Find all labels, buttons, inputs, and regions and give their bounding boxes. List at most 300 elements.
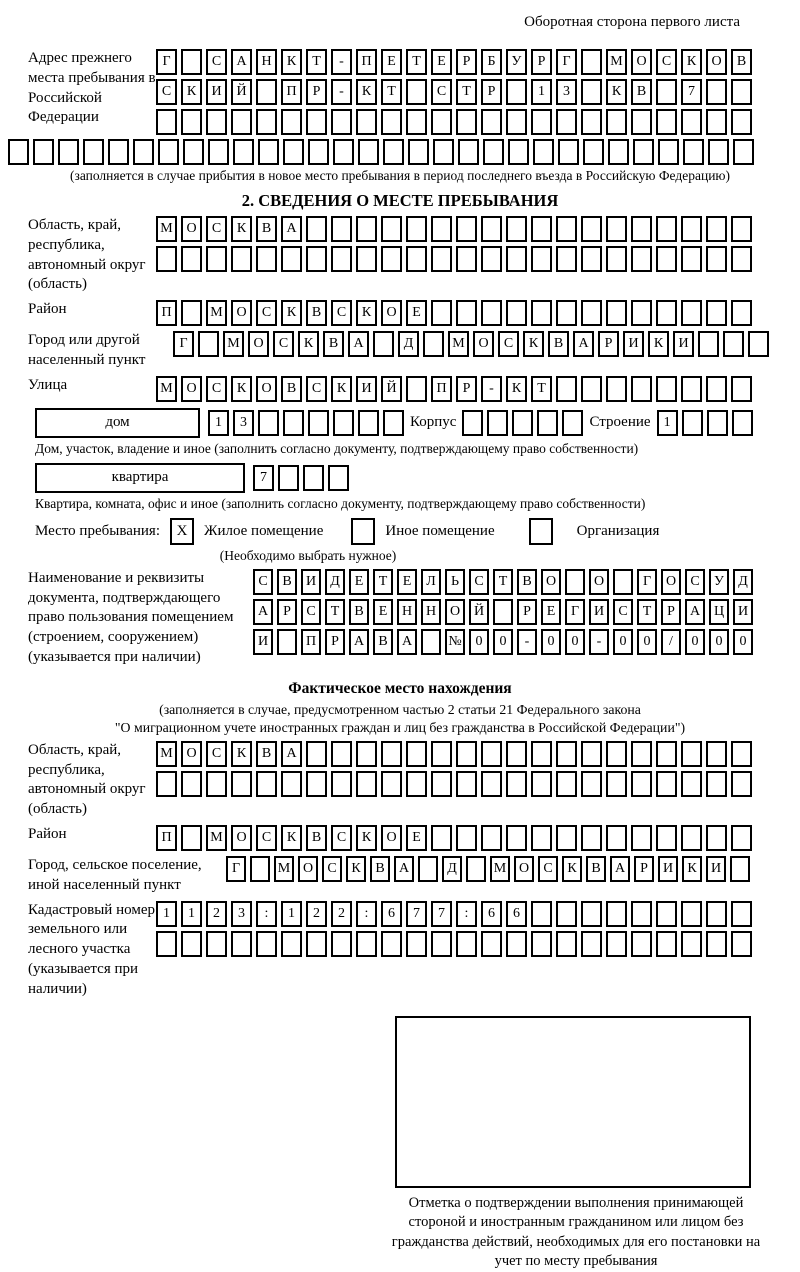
char-cell[interactable]: Р [456, 376, 477, 402]
char-cell[interactable]: - [481, 376, 502, 402]
char-cell[interactable] [706, 300, 727, 326]
char-cell[interactable] [606, 771, 627, 797]
inoe-checkbox[interactable] [351, 518, 375, 545]
char-cell[interactable] [481, 216, 502, 242]
char-cell[interactable] [181, 931, 202, 957]
char-cell[interactable] [531, 771, 552, 797]
char-cell[interactable] [506, 931, 527, 957]
char-cell[interactable]: Р [531, 49, 552, 75]
char-cell[interactable] [331, 741, 352, 767]
char-cell[interactable] [181, 246, 202, 272]
char-cell[interactable] [462, 410, 483, 436]
char-cell[interactable] [706, 771, 727, 797]
char-cell[interactable] [731, 741, 752, 767]
char-cell[interactable]: В [256, 216, 277, 242]
char-cell[interactable] [556, 376, 577, 402]
char-cell[interactable]: 7 [253, 465, 274, 491]
char-cell[interactable]: В [306, 300, 327, 326]
char-cell[interactable]: Т [406, 49, 427, 75]
char-cell[interactable] [512, 410, 533, 436]
char-cell[interactable]: Е [406, 825, 427, 851]
char-cell[interactable]: И [733, 599, 753, 625]
char-cell[interactable] [506, 741, 527, 767]
char-cell[interactable] [278, 465, 299, 491]
char-cell[interactable] [656, 825, 677, 851]
char-cell[interactable] [608, 139, 629, 165]
char-cell[interactable] [556, 771, 577, 797]
char-cell[interactable]: А [281, 216, 302, 242]
char-cell[interactable]: 3 [556, 79, 577, 105]
char-cell[interactable]: А [349, 629, 369, 655]
char-cell[interactable] [406, 216, 427, 242]
char-cell[interactable] [533, 139, 554, 165]
char-cell[interactable]: К [523, 331, 544, 357]
char-cell[interactable]: С [206, 741, 227, 767]
char-cell[interactable] [493, 599, 513, 625]
char-cell[interactable]: О [706, 49, 727, 75]
char-cell[interactable] [481, 300, 502, 326]
char-cell[interactable]: О [381, 825, 402, 851]
char-cell[interactable] [681, 216, 702, 242]
char-cell[interactable] [708, 139, 729, 165]
char-cell[interactable] [723, 331, 744, 357]
char-cell[interactable]: О [445, 599, 465, 625]
char-cell[interactable] [181, 825, 202, 851]
char-cell[interactable]: 0 [541, 629, 561, 655]
char-cell[interactable]: Е [431, 49, 452, 75]
char-cell[interactable]: 0 [613, 629, 633, 655]
char-cell[interactable]: Е [406, 300, 427, 326]
char-cell[interactable] [406, 79, 427, 105]
char-cell[interactable] [565, 569, 585, 595]
char-cell[interactable]: К [356, 825, 377, 851]
char-cell[interactable] [306, 246, 327, 272]
char-cell[interactable]: Г [226, 856, 246, 882]
char-cell[interactable]: - [517, 629, 537, 655]
char-cell[interactable]: К [681, 49, 702, 75]
char-cell[interactable]: П [156, 300, 177, 326]
char-cell[interactable]: Р [456, 49, 477, 75]
char-cell[interactable] [431, 216, 452, 242]
char-cell[interactable]: Е [381, 49, 402, 75]
char-cell[interactable] [606, 246, 627, 272]
char-cell[interactable] [456, 109, 477, 135]
char-cell[interactable] [308, 410, 329, 436]
char-cell[interactable] [258, 139, 279, 165]
char-cell[interactable] [631, 931, 652, 957]
char-cell[interactable] [8, 139, 29, 165]
char-cell[interactable]: С [206, 49, 227, 75]
char-cell[interactable]: О [231, 825, 252, 851]
char-cell[interactable]: С [273, 331, 294, 357]
char-cell[interactable] [656, 79, 677, 105]
char-cell[interactable]: Б [481, 49, 502, 75]
char-cell[interactable] [331, 931, 352, 957]
char-cell[interactable]: Г [173, 331, 194, 357]
char-cell[interactable] [581, 376, 602, 402]
char-cell[interactable] [206, 931, 227, 957]
char-cell[interactable]: О [231, 300, 252, 326]
char-cell[interactable]: С [301, 599, 321, 625]
char-cell[interactable]: Н [256, 49, 277, 75]
char-cell[interactable]: А [573, 331, 594, 357]
char-cell[interactable]: Е [373, 599, 393, 625]
char-cell[interactable] [656, 376, 677, 402]
char-cell[interactable] [406, 109, 427, 135]
char-cell[interactable]: Ь [445, 569, 465, 595]
char-cell[interactable]: П [156, 825, 177, 851]
char-cell[interactable]: Т [325, 599, 345, 625]
char-cell[interactable]: Т [373, 569, 393, 595]
char-cell[interactable]: А [394, 856, 414, 882]
char-cell[interactable] [506, 246, 527, 272]
char-cell[interactable]: О [181, 376, 202, 402]
char-cell[interactable]: Н [397, 599, 417, 625]
char-cell[interactable]: 3 [231, 901, 252, 927]
char-cell[interactable] [556, 246, 577, 272]
char-cell[interactable]: В [370, 856, 390, 882]
char-cell[interactable] [308, 139, 329, 165]
char-cell[interactable]: Р [306, 79, 327, 105]
char-cell[interactable] [731, 901, 752, 927]
char-cell[interactable] [706, 79, 727, 105]
char-cell[interactable]: - [589, 629, 609, 655]
char-cell[interactable]: В [631, 79, 652, 105]
char-cell[interactable] [458, 139, 479, 165]
char-cell[interactable] [483, 139, 504, 165]
char-cell[interactable] [328, 465, 349, 491]
char-cell[interactable]: 7 [406, 901, 427, 927]
char-cell[interactable]: О [181, 216, 202, 242]
char-cell[interactable] [606, 300, 627, 326]
char-cell[interactable]: С [331, 300, 352, 326]
char-cell[interactable] [748, 331, 769, 357]
char-cell[interactable]: Д [733, 569, 753, 595]
char-cell[interactable] [306, 931, 327, 957]
char-cell[interactable] [421, 629, 441, 655]
char-cell[interactable]: А [397, 629, 417, 655]
char-cell[interactable]: К [346, 856, 366, 882]
char-cell[interactable] [406, 931, 427, 957]
char-cell[interactable] [406, 771, 427, 797]
char-cell[interactable] [423, 331, 444, 357]
char-cell[interactable] [277, 629, 297, 655]
char-cell[interactable] [431, 300, 452, 326]
char-cell[interactable] [606, 741, 627, 767]
char-cell[interactable] [556, 741, 577, 767]
char-cell[interactable] [631, 741, 652, 767]
char-cell[interactable]: 0 [733, 629, 753, 655]
char-cell[interactable] [581, 931, 602, 957]
char-cell[interactable] [283, 139, 304, 165]
char-cell[interactable] [431, 246, 452, 272]
char-cell[interactable] [658, 139, 679, 165]
char-cell[interactable] [506, 825, 527, 851]
char-cell[interactable] [706, 825, 727, 851]
char-cell[interactable]: Г [556, 49, 577, 75]
char-cell[interactable] [506, 771, 527, 797]
char-cell[interactable]: - [331, 49, 352, 75]
char-cell[interactable]: М [448, 331, 469, 357]
char-cell[interactable]: № [445, 629, 465, 655]
char-cell[interactable] [303, 465, 324, 491]
char-cell[interactable]: И [253, 629, 273, 655]
char-cell[interactable] [356, 216, 377, 242]
char-cell[interactable] [181, 771, 202, 797]
char-cell[interactable]: О [256, 376, 277, 402]
char-cell[interactable] [656, 300, 677, 326]
char-cell[interactable] [506, 300, 527, 326]
char-cell[interactable] [706, 901, 727, 927]
char-cell[interactable] [682, 410, 703, 436]
char-cell[interactable] [431, 741, 452, 767]
char-cell[interactable] [283, 410, 304, 436]
char-cell[interactable]: А [231, 49, 252, 75]
char-cell[interactable]: А [281, 741, 302, 767]
char-cell[interactable] [731, 376, 752, 402]
char-cell[interactable]: О [514, 856, 534, 882]
char-cell[interactable]: К [356, 79, 377, 105]
char-cell[interactable] [631, 825, 652, 851]
char-cell[interactable]: : [356, 901, 377, 927]
char-cell[interactable]: У [709, 569, 729, 595]
char-cell[interactable] [356, 246, 377, 272]
char-cell[interactable]: 1 [181, 901, 202, 927]
char-cell[interactable]: 3 [233, 410, 254, 436]
char-cell[interactable]: К [231, 741, 252, 767]
char-cell[interactable] [656, 741, 677, 767]
char-cell[interactable]: П [281, 79, 302, 105]
char-cell[interactable]: В [548, 331, 569, 357]
char-cell[interactable] [707, 410, 728, 436]
char-cell[interactable] [613, 569, 633, 595]
char-cell[interactable] [431, 771, 452, 797]
char-cell[interactable]: Е [397, 569, 417, 595]
char-cell[interactable]: - [331, 79, 352, 105]
char-cell[interactable]: К [231, 216, 252, 242]
char-cell[interactable] [381, 216, 402, 242]
char-cell[interactable]: И [589, 599, 609, 625]
char-cell[interactable]: М [274, 856, 294, 882]
char-cell[interactable]: 0 [685, 629, 705, 655]
char-cell[interactable] [487, 410, 508, 436]
char-cell[interactable] [381, 741, 402, 767]
char-cell[interactable]: 2 [306, 901, 327, 927]
char-cell[interactable] [681, 901, 702, 927]
char-cell[interactable] [381, 109, 402, 135]
char-cell[interactable]: 0 [637, 629, 657, 655]
char-cell[interactable] [731, 771, 752, 797]
char-cell[interactable]: К [281, 49, 302, 75]
char-cell[interactable]: Г [565, 599, 585, 625]
char-cell[interactable] [631, 901, 652, 927]
char-cell[interactable]: Р [517, 599, 537, 625]
char-cell[interactable]: О [473, 331, 494, 357]
char-cell[interactable]: К [331, 376, 352, 402]
char-cell[interactable]: 0 [565, 629, 585, 655]
char-cell[interactable] [381, 771, 402, 797]
char-cell[interactable] [681, 300, 702, 326]
char-cell[interactable] [156, 931, 177, 957]
char-cell[interactable] [183, 139, 204, 165]
char-cell[interactable] [583, 139, 604, 165]
char-cell[interactable]: Л [421, 569, 441, 595]
char-cell[interactable]: Г [637, 569, 657, 595]
char-cell[interactable]: И [623, 331, 644, 357]
char-cell[interactable]: П [356, 49, 377, 75]
char-cell[interactable]: И [206, 79, 227, 105]
char-cell[interactable] [156, 246, 177, 272]
char-cell[interactable] [558, 139, 579, 165]
char-cell[interactable] [256, 109, 277, 135]
char-cell[interactable] [231, 771, 252, 797]
char-cell[interactable] [631, 216, 652, 242]
char-cell[interactable] [506, 109, 527, 135]
char-cell[interactable] [706, 246, 727, 272]
char-cell[interactable] [481, 246, 502, 272]
char-cell[interactable]: С [431, 79, 452, 105]
char-cell[interactable]: М [223, 331, 244, 357]
char-cell[interactable] [356, 931, 377, 957]
char-cell[interactable] [156, 109, 177, 135]
char-cell[interactable] [333, 410, 354, 436]
char-cell[interactable]: Н [421, 599, 441, 625]
char-cell[interactable] [181, 49, 202, 75]
char-cell[interactable] [581, 300, 602, 326]
char-cell[interactable]: В [281, 376, 302, 402]
zhiloe-checkbox[interactable]: X [170, 518, 194, 545]
char-cell[interactable]: К [281, 825, 302, 851]
char-cell[interactable]: 7 [431, 901, 452, 927]
char-cell[interactable] [383, 139, 404, 165]
char-cell[interactable] [33, 139, 54, 165]
char-cell[interactable]: К [606, 79, 627, 105]
char-cell[interactable] [681, 109, 702, 135]
char-cell[interactable] [581, 246, 602, 272]
char-cell[interactable] [698, 331, 719, 357]
char-cell[interactable] [206, 109, 227, 135]
char-cell[interactable]: С [156, 79, 177, 105]
char-cell[interactable] [681, 376, 702, 402]
char-cell[interactable] [631, 300, 652, 326]
char-cell[interactable] [531, 741, 552, 767]
char-cell[interactable]: А [253, 599, 273, 625]
char-cell[interactable] [631, 246, 652, 272]
char-cell[interactable]: И [301, 569, 321, 595]
char-cell[interactable] [706, 216, 727, 242]
char-cell[interactable]: В [586, 856, 606, 882]
char-cell[interactable] [706, 741, 727, 767]
char-cell[interactable] [306, 771, 327, 797]
char-cell[interactable] [431, 109, 452, 135]
char-cell[interactable] [606, 901, 627, 927]
char-cell[interactable]: С [331, 825, 352, 851]
char-cell[interactable]: : [456, 901, 477, 927]
char-cell[interactable]: 0 [493, 629, 513, 655]
char-cell[interactable]: К [648, 331, 669, 357]
char-cell[interactable]: Р [277, 599, 297, 625]
char-cell[interactable]: С [498, 331, 519, 357]
char-cell[interactable]: О [541, 569, 561, 595]
char-cell[interactable] [58, 139, 79, 165]
char-cell[interactable] [281, 246, 302, 272]
char-cell[interactable] [281, 771, 302, 797]
char-cell[interactable] [633, 139, 654, 165]
char-cell[interactable] [581, 109, 602, 135]
char-cell[interactable] [198, 331, 219, 357]
char-cell[interactable] [250, 856, 270, 882]
char-cell[interactable] [356, 741, 377, 767]
char-cell[interactable] [531, 300, 552, 326]
char-cell[interactable] [181, 300, 202, 326]
char-cell[interactable] [281, 109, 302, 135]
char-cell[interactable] [733, 139, 754, 165]
char-cell[interactable] [706, 931, 727, 957]
char-cell[interactable] [706, 109, 727, 135]
char-cell[interactable] [730, 856, 750, 882]
char-cell[interactable] [556, 109, 577, 135]
char-cell[interactable] [356, 109, 377, 135]
char-cell[interactable]: Й [469, 599, 489, 625]
char-cell[interactable] [731, 300, 752, 326]
char-cell[interactable] [381, 246, 402, 272]
char-cell[interactable]: К [356, 300, 377, 326]
char-cell[interactable] [531, 931, 552, 957]
char-cell[interactable] [656, 771, 677, 797]
char-cell[interactable] [358, 139, 379, 165]
char-cell[interactable] [681, 771, 702, 797]
char-cell[interactable]: 6 [506, 901, 527, 927]
char-cell[interactable]: Д [398, 331, 419, 357]
char-cell[interactable] [256, 246, 277, 272]
char-cell[interactable] [506, 216, 527, 242]
char-cell[interactable]: Р [325, 629, 345, 655]
char-cell[interactable] [181, 109, 202, 135]
char-cell[interactable] [456, 771, 477, 797]
char-cell[interactable] [306, 109, 327, 135]
char-cell[interactable] [231, 931, 252, 957]
char-cell[interactable] [306, 216, 327, 242]
char-cell[interactable] [233, 139, 254, 165]
char-cell[interactable]: Р [598, 331, 619, 357]
char-cell[interactable] [656, 109, 677, 135]
char-cell[interactable] [381, 931, 402, 957]
char-cell[interactable]: С [469, 569, 489, 595]
char-cell[interactable] [531, 825, 552, 851]
char-cell[interactable] [406, 376, 427, 402]
char-cell[interactable]: О [381, 300, 402, 326]
char-cell[interactable] [631, 376, 652, 402]
char-cell[interactable]: В [306, 825, 327, 851]
char-cell[interactable] [581, 825, 602, 851]
char-cell[interactable]: В [256, 741, 277, 767]
char-cell[interactable] [406, 246, 427, 272]
char-cell[interactable] [356, 771, 377, 797]
char-cell[interactable] [456, 741, 477, 767]
char-cell[interactable]: Ц [709, 599, 729, 625]
char-cell[interactable]: У [506, 49, 527, 75]
char-cell[interactable] [431, 931, 452, 957]
char-cell[interactable]: Т [306, 49, 327, 75]
char-cell[interactable] [531, 109, 552, 135]
char-cell[interactable] [256, 771, 277, 797]
char-cell[interactable]: П [431, 376, 452, 402]
char-cell[interactable]: К [506, 376, 527, 402]
char-cell[interactable] [206, 246, 227, 272]
char-cell[interactable] [656, 931, 677, 957]
char-cell[interactable]: 0 [709, 629, 729, 655]
char-cell[interactable]: М [206, 300, 227, 326]
